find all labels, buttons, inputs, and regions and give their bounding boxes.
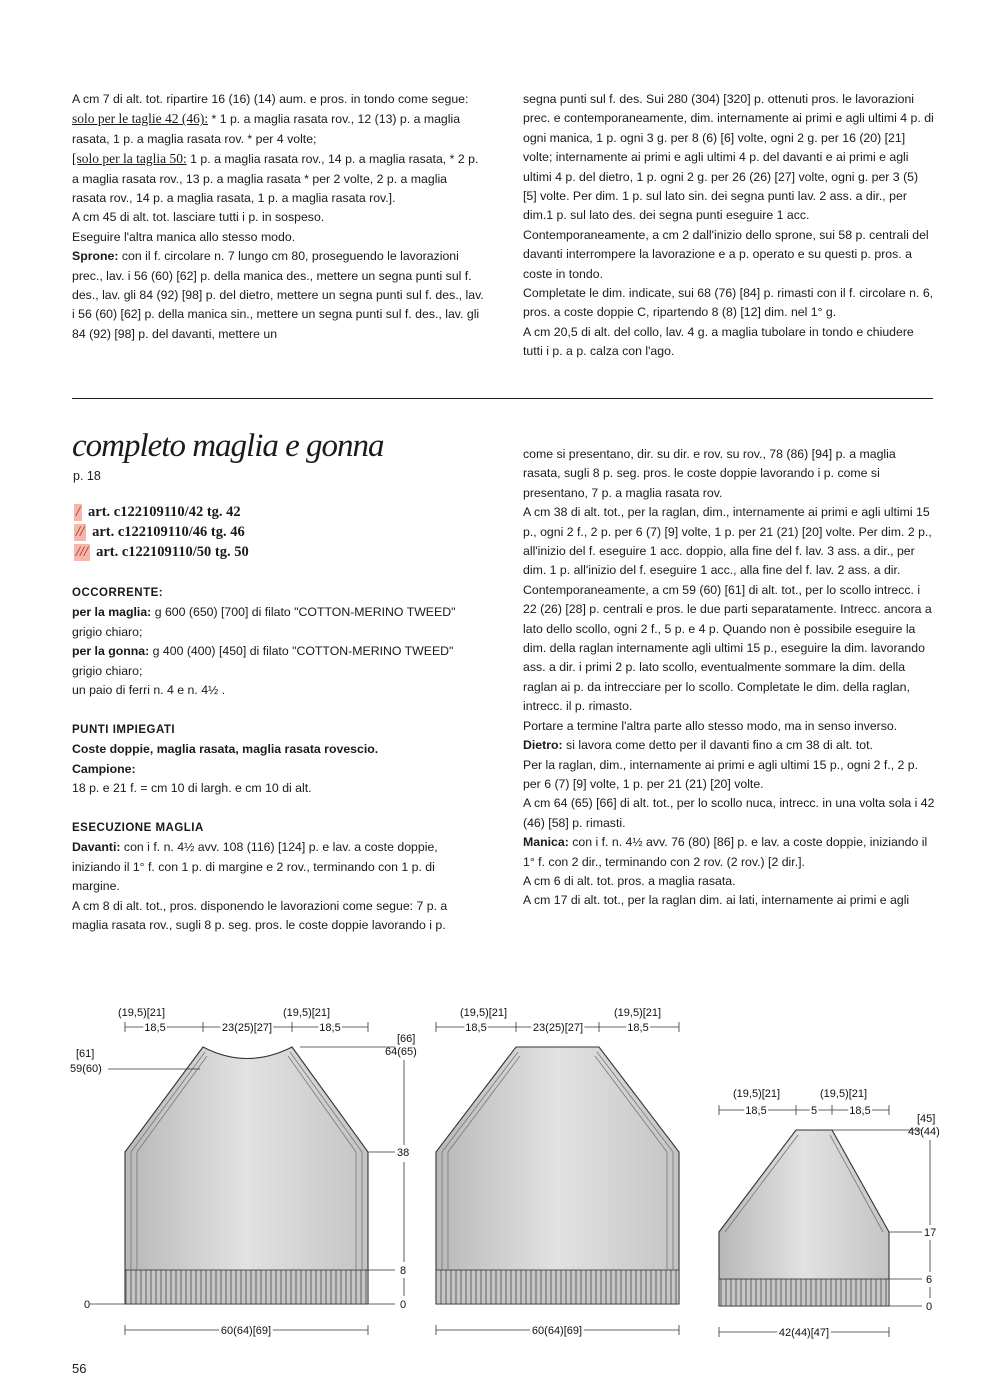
back-right-shoulder-width: 18,5 xyxy=(627,1022,649,1034)
sleeve-top-width: 5 xyxy=(810,1105,818,1117)
paragraph xyxy=(523,503,935,716)
front-width: 60(64)[69] xyxy=(220,1325,272,1337)
bold-label: Sprone: xyxy=(72,249,119,264)
front-raglan-height: 38 xyxy=(397,1147,410,1159)
text-run: A cm 6 di alt. tot. pros. a maglia rasata. xyxy=(523,873,736,888)
section-heading: PUNTI IMPIEGATI xyxy=(72,723,176,736)
sleeve-height-alt: [45] xyxy=(917,1113,936,1125)
back-left-shoulder-width: 18,5 xyxy=(465,1022,487,1034)
sleeve-rib-band xyxy=(719,1279,889,1306)
section-heading: OCCORRENTE: xyxy=(72,587,164,599)
sleeve-diagram xyxy=(719,1088,940,1339)
size-note: [solo per la taglia 50: xyxy=(72,151,187,167)
text-run: come si presentano, dir. su dir. e rov. su rov., 78 (86) [94] p. a maglia rasata, sugli 8 p. seg. pros. le coste doppie lavorando i p. come si presentano, 7 p. a maglia rasata rov. xyxy=(523,447,896,500)
front-rib-height: 8 xyxy=(400,1265,407,1277)
bold-label: Davanti: xyxy=(72,840,121,855)
back-body-shape xyxy=(436,1047,679,1304)
paragraph xyxy=(72,760,484,779)
text-run: A cm 38 di alt. tot., per la raglan, dim., internamente ai primi e agli ultimi 15 p., ogni 2 f., 2 p. per 6 (7) [9] volte, 1 p. per 21 (21) [20] volte. Per dim. 2 p., all'inizio del f. eseguire 1 acc. doppio, alla fine del f. lav. 3 ass. a dir., per dim. 1 p. all'inizio del f. eseguire 1 acc., alla fine del f. lav. 2 ass. a dir. Contemporaneamente, a cm 59 (60) [61] di alt. tot., per lo scollo intrecc. i 22 (26) [28] p. centrali e pros. le due parti separatamente. Intrecc. ancora a lato dello scollo, ogni 2 f., 5 p. e 4 p. Quando non è possibile eseguire la dim. della raglan internamente agli ultimi 15 p., eseguire la dim. lavorando ass. a dir. i primi 2 p. lato scollo, eventualmente sommare la dim. della raglan ai p. da intrecciare per lo scollo. Completate le dim. della raglan, intrecc. il p. rimasto. xyxy=(523,505,932,714)
paragraph xyxy=(523,756,935,795)
paragraph xyxy=(72,149,484,208)
front-piece-diagram xyxy=(70,1007,417,1337)
section-divider xyxy=(72,398,933,399)
paragraph xyxy=(523,445,935,503)
paragraph xyxy=(72,779,484,798)
paragraph xyxy=(72,897,484,936)
text-run: A cm 8 di alt. tot., pros. disponendo le lavorazioni come segue: 7 p. a maglia rasata rov., sugli 8 p. seg. pros. le coste doppie lavorando i p. xyxy=(72,898,448,932)
paragraph xyxy=(72,700,484,719)
text-run: A cm 17 di alt. tot., per la raglan dim. ai lati, internamente ai primi e agli xyxy=(523,893,910,908)
text-run: 1 p. a maglia rasata rov., 14 p. a maglia rasata, * 2 p. a maglia rasata rov., 13 p. a maglia rasata * per 2 volte, 2 p. a maglia rasata rov., 14 p. a maglia rasata, 1 p. a maglia rasata rov.]. xyxy=(72,152,479,206)
paragraph xyxy=(72,90,484,109)
sleeve-raglan-height: 17 xyxy=(924,1227,937,1239)
front-total-height-alt: [66] xyxy=(397,1033,416,1045)
front-shoulder-alt-label: (19,5)[21] xyxy=(118,1007,166,1019)
article-size-42 xyxy=(74,504,241,521)
text-run: g 600 (650) [700] di filato "COTTON-MERINO TWEED" grigio chiaro; xyxy=(72,605,456,639)
text-run: A cm 45 di alt. tot. lasciare tutti i p. in sospeso. xyxy=(72,210,325,225)
back-shoulder-alt-label-right: (19,5)[21] xyxy=(614,1007,662,1019)
back-width: 60(64)[69] xyxy=(531,1325,583,1337)
paragraph xyxy=(72,247,484,344)
text-run: 18 p. e 21 f. = cm 10 di largh. e cm 10 di alt. xyxy=(72,781,312,796)
front-neck-width: 23(25)[27] xyxy=(221,1022,273,1034)
text-run: A cm 20,5 di alt. del collo, lav. 4 g. a maglia tubolare in tondo e chiudere tutti i p. a p. calza con l'ago. xyxy=(523,324,914,359)
text-run: si lavora come detto per il davanti fino a cm 38 di alt. tot. xyxy=(562,738,873,753)
front-rib-band xyxy=(125,1270,368,1304)
page-title: completo maglia e gonna xyxy=(72,428,384,464)
size-mark-42: / xyxy=(76,504,81,520)
front-left-shoulder-width: 18,5 xyxy=(144,1022,166,1034)
bold-label: Coste doppie, maglia rasata, maglia rasata rovescio. xyxy=(72,742,379,757)
article-label: art. c122109110/42 tg. 42 xyxy=(88,504,241,520)
section-heading: ESECUZIONE MAGLIA xyxy=(72,821,204,834)
paragraph xyxy=(523,833,935,872)
front-zero-left: 0 xyxy=(84,1299,91,1311)
text-run: con i f. n. 4½ avv. 108 (116) [124] p. e lav. a coste doppie, iniziando il 1° f. con 1 p. di margine e 2 rov., terminando con 1 p. di margine. xyxy=(72,840,438,894)
paragraph xyxy=(523,323,935,362)
front-right-shoulder-width: 18,5 xyxy=(319,1022,341,1034)
text-run: g 400 (400) [450] di filato "COTTON-MERINO TWEED" grigio chiaro; xyxy=(72,644,454,678)
text-column-top-right xyxy=(523,90,935,362)
paragraph xyxy=(72,798,484,817)
back-neck-width: 23(25)[27] xyxy=(532,1022,584,1034)
paragraph xyxy=(523,717,935,736)
paragraph xyxy=(72,228,484,247)
front-shoulder-alt-label-right: (19,5)[21] xyxy=(283,1007,331,1019)
back-shoulder-alt-label: (19,5)[21] xyxy=(460,1007,508,1019)
article-size-50 xyxy=(74,544,249,561)
schematic-diagrams xyxy=(0,1000,997,1360)
paragraph xyxy=(72,740,484,759)
sleeve-zero: 0 xyxy=(926,1301,933,1313)
text-run: segna punti sul f. des. Sui 280 (304) [320] p. ottenuti pros. le lavorazioni prec. e contemporaneamente, dim. internamente ai primi e agli ultimi 4 p. di ogni manica, 1 p. ogni 3 g. per 8 (6) [6] volte, ogni 2 g. per 16 (20) [21] volte; internamente ai primi e agli ultimi 4 p. del davanti e ai primi e agli ultimi 4 p. del dietro, 1 p. ogni 2 g. per 26 (26) [27] volte, ogni g. per 3 (5) [5] volte. Per dim. 1 p. sul lato sin. dei segna punti lav. 2 ass. a dir., per dim.1 p. sul lato des. dei segna punti eseguire 1 acc. Contemporaneamente, a cm 2 dall'inizio dello sprone, sui 58 p. centrali del davanti interrompere la lavorazione e a p. operato e su questi p. pros. a coste in tondo. xyxy=(523,92,934,281)
paragraph xyxy=(72,681,484,700)
article-label: art. c122109110/46 tg. 46 xyxy=(92,524,245,540)
text-run: Portare a termine l'altra parte allo stesso modo, ma in senso inverso. xyxy=(523,718,898,733)
size-mark-50: /// xyxy=(76,544,89,560)
sleeve-width: 42(44)[47] xyxy=(778,1327,830,1339)
size-mark-46: // xyxy=(76,524,85,540)
text-column-bottom-right xyxy=(523,445,935,911)
front-total-height: 64(65) xyxy=(385,1046,417,1058)
text-run: un paio di ferri n. 4 e n. 4½ . xyxy=(72,683,226,698)
text-run: Completate le dim. indicate, sui 68 (76) [84] p. rimasti con il f. circolare n. 6, pros. a coste doppie C, ripartendo 8 (8) [12] dim. nel 1° g. xyxy=(523,286,934,320)
bold-label: Campione: xyxy=(72,761,136,776)
paragraph xyxy=(523,794,935,833)
text-run: A cm 7 di alt. tot. ripartire 16 (16) (14) aum. e pros. in tondo come segue: xyxy=(72,92,469,106)
front-neck-height: 59(60) xyxy=(70,1063,102,1075)
sleeve-right-alt-label: (19,5)[21] xyxy=(820,1088,868,1100)
text-column-bottom-left xyxy=(72,583,484,935)
bold-label: Dietro: xyxy=(523,738,563,753)
paragraph xyxy=(523,736,935,755)
paragraph xyxy=(72,642,484,681)
paragraph xyxy=(523,872,935,891)
sleeve-rib-height: 6 xyxy=(926,1274,933,1286)
page-number: 56 xyxy=(72,1361,87,1376)
back-rib-band xyxy=(436,1270,679,1304)
sleeve-right-width: 18,5 xyxy=(849,1105,871,1117)
text-run: Per la raglan, dim., internamente ai primi e agli ultimi 15 p., ogni 2 f., 2 p. per 6 (7) [9] volte, 1 p. per 21 (21) [20] volte. xyxy=(523,757,919,791)
text-run: * 1 p. a maglia rasata rov., 12 (13) p. a maglia rasata, 1 p. a maglia rasata rov. * per 4 volte; xyxy=(72,112,461,146)
paragraph xyxy=(523,284,935,323)
front-neck-height-alt: [61] xyxy=(76,1048,95,1060)
article-label: art. c122109110/50 tg. 50 xyxy=(96,544,249,560)
bold-label: per la gonna: xyxy=(72,644,150,659)
sleeve-left-width: 18,5 xyxy=(745,1105,767,1117)
text-column-top-left xyxy=(72,90,484,344)
paragraph xyxy=(72,818,484,838)
paragraph xyxy=(523,891,935,910)
front-zero-right: 0 xyxy=(400,1299,407,1311)
bold-label: per la maglia: xyxy=(72,605,152,620)
paragraph xyxy=(72,838,484,896)
text-run: con il f. circolare n. 7 lungo cm 80, proseguendo le lavorazioni prec., lav. i 56 (60) [62] p. della manica des., mettere un segna punti sul f. des., lav. gli 84 (92) [98] p. del dietro, mettere un segna punti sul f. des., lav. i 56 (60) [62] p. della manica sin., mettere un segna punti sul f. des., lav. gli 84 (92) [98] p. del davanti, mettere un xyxy=(72,249,484,341)
sleeve-total-height: 43(44) xyxy=(908,1126,940,1138)
back-piece-diagram xyxy=(436,1007,679,1337)
paragraph xyxy=(72,583,484,603)
paragraph xyxy=(523,90,935,284)
article-size-46 xyxy=(74,524,245,541)
text-run: A cm 64 (65) [66] di alt. tot., per lo scollo nuca, intrecc. in una volta sola i 42 (46) [58] p. rimasti. xyxy=(523,796,935,830)
paragraph xyxy=(72,603,484,642)
sleeve-left-alt-label: (19,5)[21] xyxy=(733,1088,781,1100)
paragraph xyxy=(72,208,484,227)
bold-label: Manica: xyxy=(523,835,569,850)
size-note: solo per le taglie 42 (46): xyxy=(72,111,209,127)
front-body-shape xyxy=(125,1047,368,1304)
paragraph xyxy=(72,109,484,149)
text-run: Eseguire l'altra manica allo stesso modo. xyxy=(72,229,296,244)
page-reference: p. 18 xyxy=(73,469,101,483)
text-run: con i f. n. 4½ avv. 76 (80) [86] p. e lav. a coste doppie, iniziando il 1° f. con 2 dir., terminando con 2 rov. (2 rov.) [2 dir.]. xyxy=(523,835,928,869)
paragraph xyxy=(72,720,484,740)
